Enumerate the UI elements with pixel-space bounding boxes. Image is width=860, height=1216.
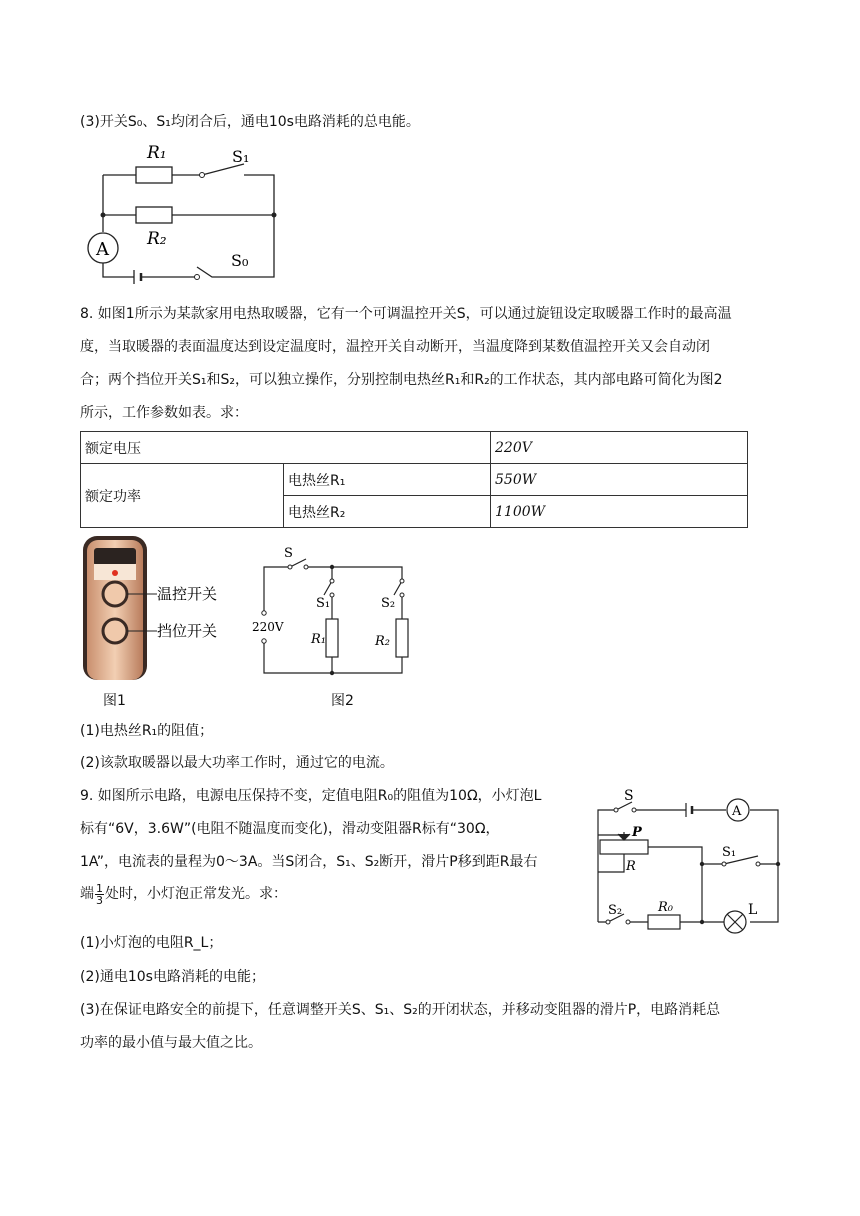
- q9-part3-line1: (3)在保证电路安全的前提下，任意调整开关S、S₁、S₂的开闭状态，并移动变阻器的滑片P，电路消耗总: [80, 1002, 721, 1018]
- ammeter-label: A: [96, 239, 109, 260]
- r1-label-cell: 电热丝R₁: [284, 464, 491, 496]
- r2-label: R₂: [147, 229, 167, 249]
- q8-line1: 8. 如图1所示为某款家用电热取暖器，它有一个可调温控开关S，可以通过旋钮设定取暖器工作时的最高温: [80, 306, 732, 322]
- fig2-caption: 图2: [331, 693, 354, 709]
- q9-line4: [80, 882, 287, 906]
- circuit-diagram-3: [588, 784, 788, 940]
- q9-part2: (2)通电10s电路消耗的电能；: [80, 969, 265, 985]
- q9-line4-pre: 端: [80, 886, 94, 902]
- s-label: S: [284, 546, 293, 561]
- s0-label: S₀: [231, 251, 249, 270]
- table-row: [81, 464, 748, 496]
- s1-label: S₁: [722, 845, 737, 860]
- q9-part3-line2: 功率的最小值与最大值之比。: [80, 1035, 262, 1051]
- q9-line4-post: 处时，小灯泡正常发光。求：: [105, 886, 287, 902]
- p-label: P: [632, 825, 642, 840]
- r2-value-cell: 1100W: [491, 496, 748, 528]
- r1-label: R₁: [311, 632, 326, 647]
- s1-label: S₁: [316, 596, 331, 611]
- q8-part1: (1)电热丝R₁的阻值；: [80, 723, 214, 739]
- q8-part2: (2)该款取暖器以最大功率工作时，通过它的电流。: [80, 755, 394, 771]
- fig1-caption: 图1: [103, 693, 126, 709]
- r1-value-cell: 550W: [491, 464, 748, 496]
- rated-power-label: 额定功率: [81, 464, 284, 528]
- q9-part1: (1)小灯泡的电阻R_L；: [80, 935, 223, 951]
- voltage-label: 220V: [252, 620, 284, 634]
- r-label: R: [626, 859, 636, 874]
- circuit-diagram-1: [84, 140, 294, 285]
- s2-label: S₂: [608, 903, 623, 918]
- q9-line3: 1A”，电流表的量程为0～3A。当S闭合，S₁、S₂断开，滑片P移到距R最右: [80, 854, 538, 870]
- r2-label: R₂: [375, 634, 390, 649]
- lamp-label: L: [748, 902, 758, 918]
- q9-line2: 标有“6V，3.6W”(电阻不随温度而变化)，滑动变阻器R标有“30Ω，: [80, 821, 500, 837]
- parameter-table: [80, 431, 748, 528]
- label-gear-switch: 挡位开关: [157, 622, 218, 640]
- fraction-denominator: 3: [96, 893, 103, 907]
- q8-line3: 合；两个挡位开关S₁和S₂，可以独立操作，分别控制电热丝R₁和R₂的工作状态，其内部电路可简化为图2: [80, 372, 723, 388]
- circuit-diagram-2: [250, 543, 420, 678]
- r0-label: R₀: [658, 900, 673, 915]
- q8-line2: 度，当取暖器的表面温度达到设定温度时，温控开关自动断开，当温度降到某数值温控开关又会自动闭: [80, 339, 710, 355]
- q9-line1: 9. 如图所示电路，电源电压保持不变，定值电阻R₀的阻值为10Ω，小灯泡L: [80, 788, 542, 804]
- rated-voltage-value: 220V: [491, 432, 748, 464]
- label-temp-switch: 温控开关: [157, 585, 218, 603]
- q7-part3: (3)开关S₀、S₁均闭合后，通电10s电路消耗的总电能。: [80, 114, 420, 130]
- s-label: S: [624, 788, 634, 804]
- s2-label: S₂: [381, 596, 396, 611]
- r1-label: R₁: [147, 143, 167, 163]
- ammeter-label: A: [732, 804, 742, 819]
- fraction: [95, 883, 104, 906]
- rated-voltage-label: 额定电压: [81, 432, 491, 464]
- heater-illustration: [80, 536, 230, 682]
- q8-line4: 所示，工作参数如表。求：: [80, 405, 248, 421]
- fraction-numerator: 1: [96, 881, 103, 895]
- s1-label: S₁: [232, 147, 250, 166]
- r2-label-cell: 电热丝R₂: [284, 496, 491, 528]
- table-row: [81, 432, 748, 464]
